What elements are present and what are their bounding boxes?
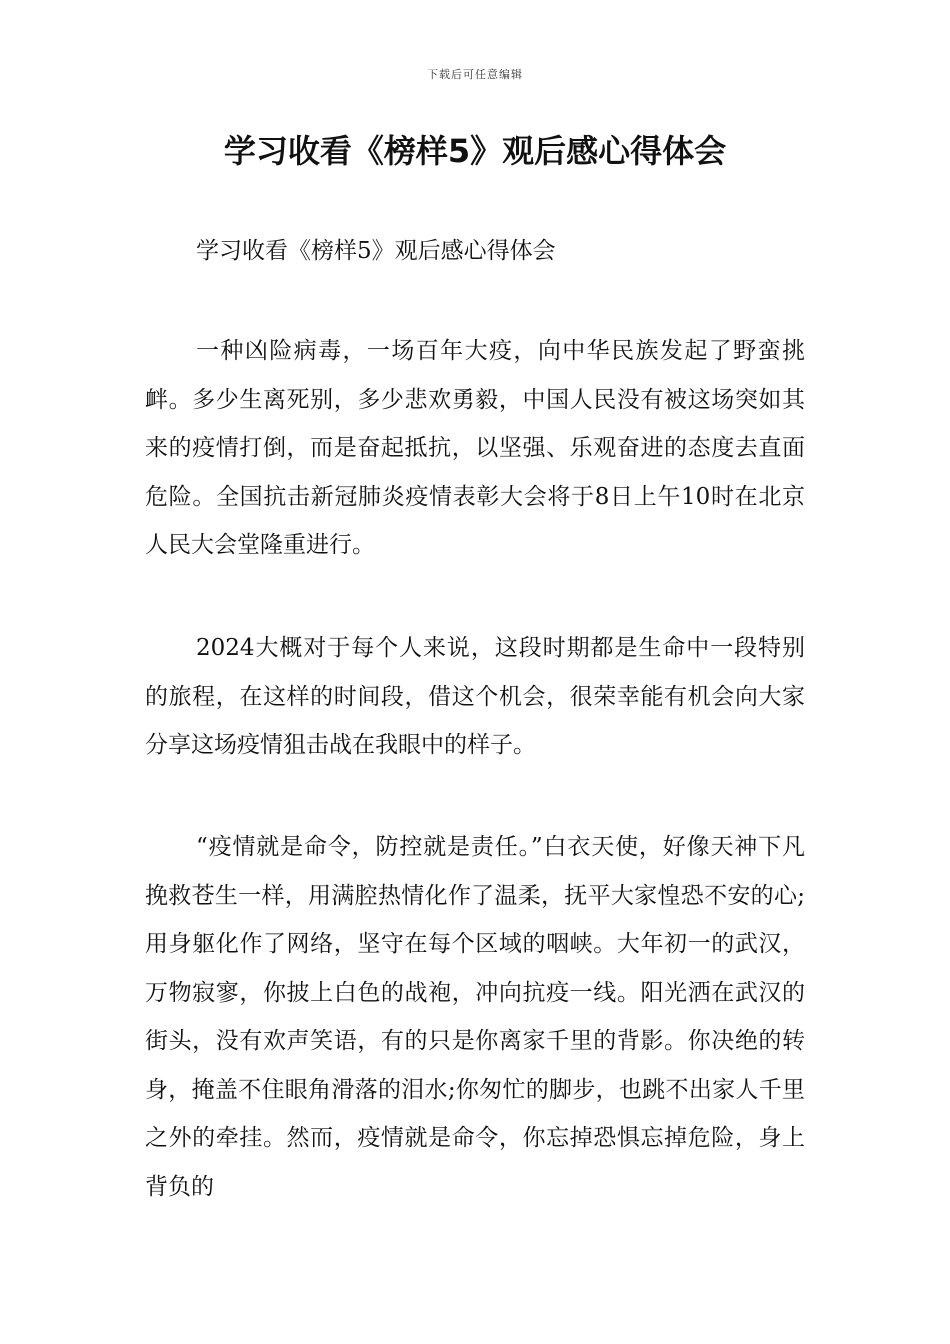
document-subtitle: 学习收看《榜样5》观后感心得体会: [196, 238, 556, 264]
header-note: 下载后可任意编辑: [427, 68, 523, 81]
document-title: 学习收看《榜样5》观后感心得体会: [223, 132, 727, 170]
body-paragraph: 2024大概对于每个人来说，这段时期都是生命中一段特别的旅程，在这样的时间段，借这个机会，很荣幸能有机会向大家分享这场疫情狙击战在我眼中的样子。: [145, 635, 805, 758]
body-paragraph: 一种凶险病毒，一场百年大疫，向中华民族发起了野蛮挑衅。多少生离死别，多少悲欢勇毅，中国人民没有被这场突如其来的疫情打倒，而是奋起抵抗，以坚强、乐观奋进的态度去直面危险。全国抗击新冠肺炎疫情表彰大会将于8日上午10时在北京人民大会堂隆重进行。: [145, 338, 805, 558]
body-paragraph: “疫情就是命令，防控就是责任。”白衣天使，好像天神下凡挽救苍生一样，用满腔热情化作了温柔，抚平大家惶恐不安的心;用身躯化作了网络，坚守在每个区域的咽峡。大年初一的武汉，万物寂寥，你披上白色的战袍，冲向抗疫一线。阳光洒在武汉的街头，没有欢声笑语，有的只是你离家千里的背影。你决绝的转身，掩盖不住眼角滑落的泪水;你匆忙的脚步，也跳不出家人千里之外的牵挂。然而，疫情就是命令，你忘掉恐惧忘掉危险，身上背负的: [145, 834, 805, 1200]
